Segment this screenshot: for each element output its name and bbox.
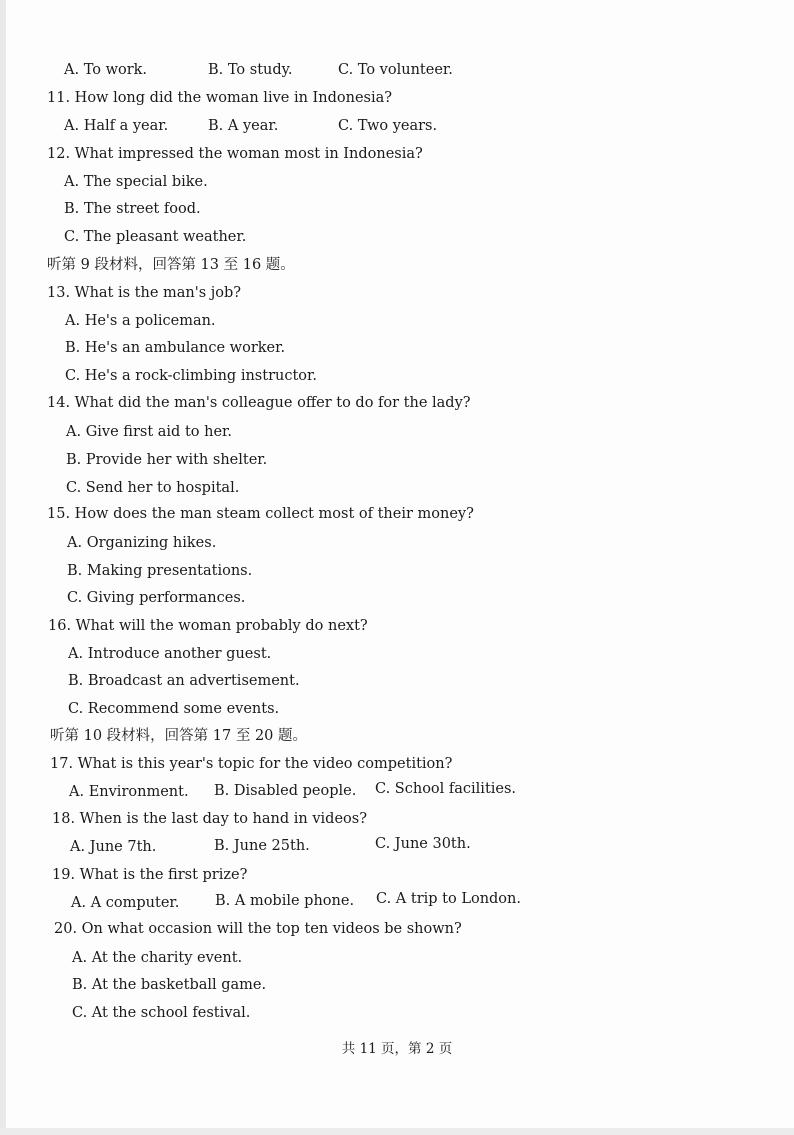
- q13-stem: 13. What is the man's job?: [47, 285, 242, 301]
- q20-option-b: B. At the basketball game.: [72, 977, 267, 993]
- q14-option-c: C. Send her to hospital.: [66, 480, 240, 496]
- q11-stem: 11. How long did the woman live in Indonesia?: [47, 90, 393, 106]
- scan-edge-left: [0, 0, 6, 1135]
- q13-option-b: B. He's an ambulance worker.: [65, 340, 286, 356]
- q16-option-b: B. Broadcast an advertisement.: [68, 673, 300, 689]
- q19-option-b: B. A mobile phone.: [215, 893, 355, 909]
- q12-option-b: B. The street food.: [64, 201, 201, 217]
- q11-option-c: C. Two years.: [338, 118, 438, 134]
- q18-option-c: C. June 30th.: [375, 836, 471, 852]
- q16-option-a: A. Introduce another guest.: [68, 646, 272, 662]
- q14-option-a: A. Give first aid to her.: [66, 424, 232, 440]
- q19-option-a: A. A computer.: [71, 895, 180, 911]
- scan-edge-bottom: [0, 1128, 794, 1135]
- q11-option-a: A. Half a year.: [64, 118, 169, 134]
- q17-option-b: B. Disabled people.: [214, 783, 357, 799]
- q17-option-a: A. Environment.: [69, 784, 189, 800]
- q17-stem: 17. What is this year's topic for the video competition?: [50, 756, 453, 772]
- q16-stem: 16. What will the woman probably do next?: [48, 618, 368, 634]
- q11-option-b: B. A year.: [208, 118, 279, 134]
- q15-option-b: B. Making presentations.: [67, 563, 253, 579]
- q15-stem: 15. How does the man steam collect most of their money?: [47, 506, 474, 522]
- q18-stem: 18. When is the last day to hand in videos?: [52, 811, 367, 827]
- q17-option-c: C. School facilities.: [375, 781, 517, 797]
- q13-option-a: A. He's a policeman.: [65, 313, 216, 329]
- q16-option-c: C. Recommend some events.: [68, 701, 280, 717]
- q15-option-c: C. Giving performances.: [67, 590, 246, 606]
- q12-stem: 12. What impressed the woman most in Indonesia?: [47, 146, 423, 162]
- q20-stem: 20. On what occasion will the top ten videos be shown?: [54, 921, 462, 937]
- q20-option-c: C. At the school festival.: [72, 1005, 251, 1021]
- section-9-instruction: 听第 9 段材料，回答第 13 至 16 题。: [47, 257, 295, 273]
- q10-option-a: A. To work.: [64, 62, 148, 78]
- q12-option-c: C. The pleasant weather.: [64, 229, 247, 245]
- q14-stem: 14. What did the man's colleague offer to do for the lady?: [47, 395, 471, 411]
- q15-option-a: A. Organizing hikes.: [67, 535, 217, 551]
- q18-option-a: A. June 7th.: [70, 839, 157, 855]
- q14-option-b: B. Provide her with shelter.: [66, 452, 268, 468]
- q12-option-a: A. The special bike.: [64, 174, 208, 190]
- section-10-instruction: 听第 10 段材料，回答第 17 至 20 题。: [50, 728, 308, 744]
- q20-option-a: A. At the charity event.: [72, 950, 243, 966]
- q18-option-b: B. June 25th.: [214, 838, 310, 854]
- q10-option-b: B. To study.: [208, 62, 293, 78]
- q19-stem: 19. What is the first prize?: [52, 867, 248, 883]
- q10-option-c: C. To volunteer.: [338, 62, 453, 78]
- page-footer: 共 11 页，第 2 页: [341, 1041, 453, 1057]
- q13-option-c: C. He's a rock-climbing instructor.: [65, 368, 317, 384]
- q19-option-c: C. A trip to London.: [376, 891, 521, 907]
